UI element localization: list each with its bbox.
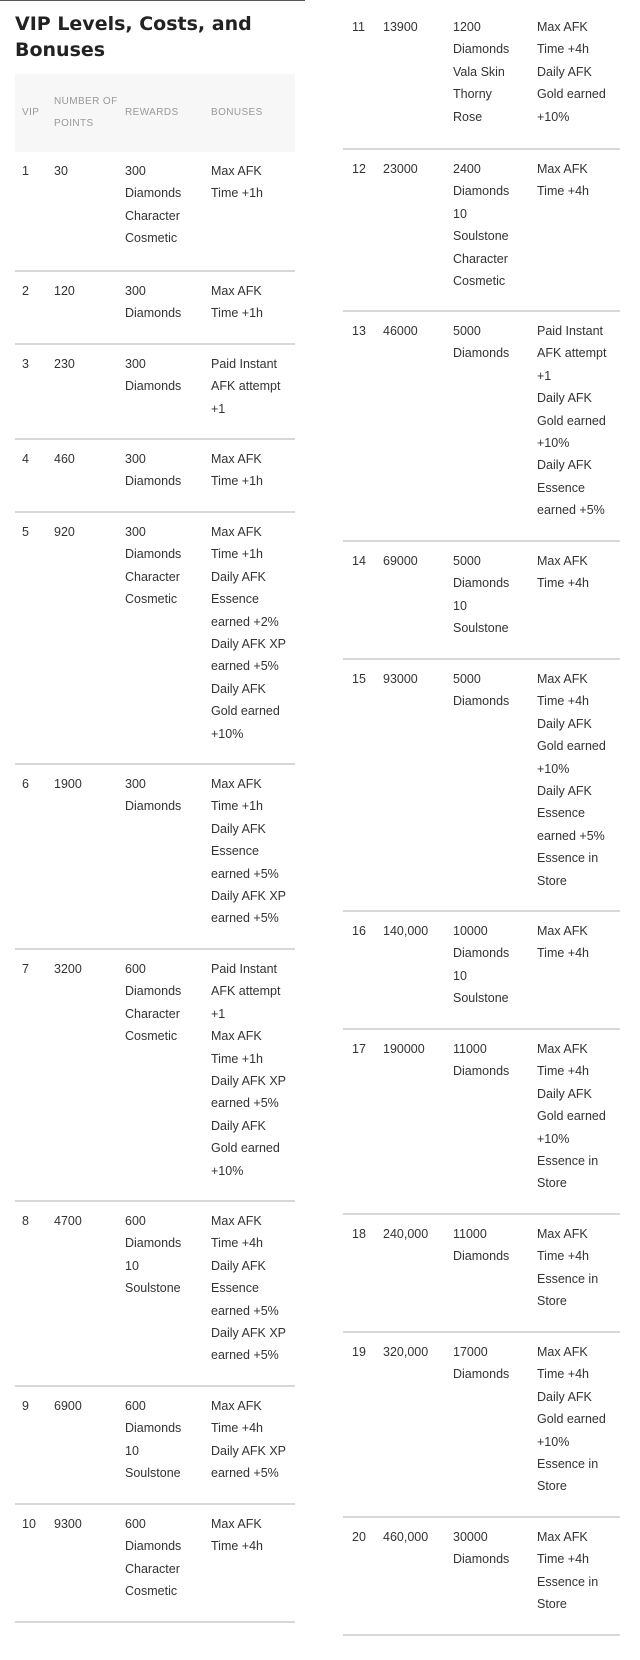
bonuses-line: Daily AFK XP (211, 1074, 287, 1089)
bonuses-line: Time +4h (211, 1236, 263, 1251)
bonuses-line: earned +5% (211, 1348, 279, 1363)
bonuses-line: Max AFK (211, 1029, 262, 1044)
rewards-line: 11000 (453, 1227, 487, 1241)
bonuses-line: Daily AFK (537, 716, 592, 731)
bonuses-line: +10% (537, 1131, 570, 1146)
rewards-line: Diamonds (125, 186, 182, 201)
bonuses-line: Daily AFK XP (211, 637, 287, 652)
bonuses-cell (537, 16, 606, 128)
points-cell: 30 (54, 164, 68, 178)
bonuses-line: Time +4h (211, 1421, 263, 1436)
bonuses-cell (211, 1210, 286, 1367)
bonuses-line: Daily AFK (211, 1258, 266, 1273)
bonuses-line: earned +5% (211, 659, 279, 674)
rewards-line: Diamonds (125, 1421, 182, 1436)
bonuses-cell (211, 353, 280, 420)
rewards-line: 300 (125, 452, 146, 466)
bonuses-line: Time +4h (537, 1064, 589, 1079)
rewards-line: 5000 (453, 554, 481, 568)
bonuses-line: Time +1h (211, 547, 263, 562)
rewards-line: Cosmetic (125, 231, 178, 246)
header-rewards: REWARDS (125, 107, 179, 118)
bonuses-line: Time +4h (537, 1552, 589, 1567)
vip-level-cell: 5 (22, 525, 29, 539)
bonuses-line: Daily AFK (211, 821, 266, 836)
bonuses-line: Max AFK (211, 1517, 262, 1531)
rewards-cell (125, 1513, 181, 1603)
bonuses-line: +10% (537, 109, 570, 124)
vip-level-cell: 7 (22, 962, 29, 976)
vip-level-cell: 20 (352, 1530, 366, 1544)
points-cell: 13900 (383, 20, 418, 34)
rewards-line: Diamonds (453, 694, 510, 709)
bonuses-line: Time +4h (211, 1539, 263, 1554)
rewards-line: 600 (125, 1517, 146, 1531)
rewards-line: Diamonds (453, 1552, 510, 1567)
bonuses-line: Max AFK (537, 1345, 588, 1359)
rewards-line: Cosmetic (453, 274, 506, 289)
bonuses-cell (537, 1526, 598, 1616)
bonuses-line: Max AFK (211, 284, 262, 298)
rewards-line: Soulstone (125, 1281, 181, 1296)
bonuses-line: earned +5% (211, 866, 279, 881)
rewards-line: 5000 (453, 672, 481, 686)
rewards-line: 300 (125, 164, 146, 178)
bonuses-line: Time +1h (211, 474, 263, 489)
rewards-line: Rose (453, 109, 483, 124)
bonuses-line: Store (537, 1597, 567, 1612)
bonuses-line: Time +1h (211, 1051, 263, 1066)
bonuses-line: Daily AFK (211, 569, 266, 584)
bonuses-line: Daily AFK (537, 458, 592, 473)
bonuses-line: Essence in (537, 1574, 599, 1589)
table-row (15, 272, 295, 345)
bonuses-line: Essence in (537, 1457, 599, 1472)
header-bonuses: BONUSES (211, 107, 263, 118)
vip-level-cell: 10 (22, 1517, 36, 1531)
points-cell: 190000 (383, 1042, 425, 1056)
rewards-line: 300 (125, 525, 146, 539)
bonuses-line: Time +4h (537, 1367, 589, 1382)
bonuses-line: Time +4h (537, 42, 589, 57)
rewards-cell (453, 16, 509, 128)
bonuses-line: AFK attempt (537, 346, 607, 361)
table-row (343, 542, 620, 660)
rewards-cell (125, 280, 181, 325)
rewards-line: Thorny (453, 87, 492, 102)
points-cell: 3200 (54, 962, 82, 976)
vip-level-cell: 17 (352, 1042, 366, 1056)
bonuses-line: Daily AFK (537, 64, 592, 79)
bonuses-line: earned +5% (211, 1303, 279, 1318)
bonuses-line: Daily AFK XP (211, 1326, 287, 1341)
table-row (343, 1333, 620, 1518)
bonuses-line: Time +1h (211, 186, 263, 201)
bonuses-line: Store (537, 1479, 567, 1494)
bonuses-line: Max AFK (211, 1214, 262, 1228)
rewards-line: Cosmetic (125, 592, 178, 607)
points-cell: 320,000 (383, 1345, 429, 1359)
rewards-line: 10 (453, 206, 467, 221)
rewards-line: Diamonds (125, 799, 182, 814)
bonuses-line: Paid Instant (211, 962, 278, 976)
rewards-line: Diamonds (453, 576, 510, 591)
bonuses-line: AFK attempt (211, 379, 281, 394)
bonuses-line: Paid Instant (537, 324, 604, 338)
vip-level-cell: 14 (352, 554, 366, 568)
vip-level-cell: 19 (352, 1345, 366, 1359)
bonuses-line: Essence (537, 806, 585, 821)
rewards-line: Cosmetic (125, 1029, 178, 1044)
points-cell: 9300 (54, 1517, 82, 1531)
rewards-cell (453, 668, 509, 713)
points-cell: 140,000 (383, 924, 429, 938)
bonuses-line: Daily AFK (211, 681, 266, 696)
rewards-line: 10 (453, 968, 467, 983)
rewards-line: Diamonds (453, 346, 510, 361)
bonuses-line: Max AFK (537, 1530, 588, 1544)
table-row (343, 1030, 620, 1215)
rewards-line: Soulstone (453, 621, 509, 636)
rewards-line: 11000 (453, 1042, 487, 1056)
bonuses-cell (537, 158, 589, 203)
rewards-line: 10 (125, 1443, 139, 1458)
table-header (15, 74, 295, 152)
bonuses-line: Paid Instant (211, 357, 278, 371)
bonuses-line: Daily AFK (537, 1086, 592, 1101)
rewards-line: 600 (125, 1399, 146, 1413)
bonuses-line: Max AFK (211, 164, 262, 178)
rewards-cell (453, 1223, 509, 1268)
bonuses-cell (537, 1341, 606, 1498)
table-row (15, 950, 295, 1202)
rewards-line: Diamonds (453, 1249, 510, 1264)
table-row (15, 152, 295, 272)
bonuses-cell (537, 920, 589, 965)
rewards-line: 300 (125, 777, 146, 791)
rewards-line: Diamonds (125, 474, 182, 489)
bonuses-line: Gold earned (211, 704, 280, 719)
bonuses-line: Gold earned (537, 413, 606, 428)
bonuses-line: Daily AFK (537, 784, 592, 799)
bonuses-line: AFK attempt (211, 984, 281, 999)
rewards-line: 30000 (453, 1530, 488, 1544)
bonuses-line: Time +4h (537, 576, 589, 591)
bonuses-cell (537, 1038, 606, 1195)
points-cell: 4700 (54, 1214, 82, 1228)
rewards-line: 600 (125, 962, 146, 976)
vip-level-cell: 9 (22, 1399, 29, 1413)
vip-level-cell: 12 (352, 162, 366, 176)
rewards-line: Diamonds (125, 306, 182, 321)
rewards-cell (453, 158, 509, 292)
bonuses-line: Time +4h (537, 946, 589, 961)
page-title: VIP Levels, Costs, and Bonuses (15, 13, 252, 61)
bonuses-line: Max AFK (537, 20, 588, 34)
bonuses-line: Time +1h (211, 306, 263, 321)
rewards-line: Diamonds (453, 1064, 510, 1079)
rewards-line: Character (125, 1006, 180, 1021)
rewards-line: Diamonds (453, 42, 510, 57)
points-cell: 93000 (383, 672, 418, 686)
rewards-line: Diamonds (125, 1236, 182, 1251)
bonuses-line: +1 (211, 401, 226, 416)
rewards-line: Soulstone (125, 1466, 181, 1481)
header-points: NUMBER OF POINTS (54, 96, 118, 129)
bonuses-line: Daily AFK XP (211, 889, 287, 904)
points-cell: 1900 (54, 777, 82, 791)
bonuses-line: Daily AFK (537, 1389, 592, 1404)
bonuses-cell (211, 448, 263, 493)
bonuses-cell (537, 550, 589, 595)
bonuses-cell (537, 1223, 598, 1313)
bonuses-line: Store (537, 873, 567, 888)
points-cell: 240,000 (383, 1227, 429, 1241)
vip-level-cell: 11 (352, 20, 365, 34)
bonuses-line: Essence in (537, 1271, 599, 1286)
table-row (15, 1505, 295, 1623)
points-cell: 46000 (383, 324, 418, 338)
bonuses-line: Time +4h (537, 694, 589, 709)
bonuses-line: Gold earned (537, 87, 606, 102)
table-row (15, 1202, 295, 1387)
bonuses-line: Essence (211, 1281, 259, 1296)
vip-level-cell: 15 (352, 672, 366, 686)
vip-level-cell: 16 (352, 924, 366, 938)
bonuses-line: Essence (211, 592, 259, 607)
rewards-line: Diamonds (453, 1367, 510, 1382)
rewards-line: 300 (125, 357, 146, 371)
rewards-line: Character (125, 208, 180, 223)
bonuses-line: Max AFK (537, 1042, 588, 1056)
bonuses-line: +10% (537, 436, 570, 451)
rewards-cell (125, 448, 181, 493)
bonuses-line: Max AFK (211, 452, 262, 466)
rewards-line: Diamonds (125, 1539, 182, 1554)
bonuses-line: Daily AFK XP (211, 1443, 287, 1458)
rewards-line: 10 (125, 1258, 139, 1273)
rewards-line: 5000 (453, 324, 481, 338)
bonuses-line: +10% (211, 1163, 244, 1178)
rewards-line: Diamonds (453, 946, 510, 961)
bonuses-line: +10% (537, 761, 570, 776)
bonuses-line: Max AFK (537, 1227, 588, 1241)
points-cell: 230 (54, 357, 75, 371)
bonuses-line: Time +4h (537, 184, 589, 199)
points-cell: 23000 (383, 162, 418, 176)
rewards-line: 600 (125, 1214, 146, 1228)
bonuses-line: Gold earned (537, 1412, 606, 1427)
bonuses-line: Gold earned (211, 1141, 280, 1156)
rewards-line: Character (125, 569, 180, 584)
rewards-line: Diamonds (125, 379, 182, 394)
table-row (343, 1518, 620, 1636)
points-cell: 460,000 (383, 1530, 429, 1544)
rewards-line: Diamonds (125, 984, 182, 999)
rewards-cell (453, 320, 509, 365)
table-row (343, 660, 620, 912)
bonuses-line: +1 (537, 368, 552, 383)
bonuses-line: earned +5% (211, 1096, 279, 1111)
rewards-cell (125, 160, 181, 250)
bonuses-line: Store (537, 1294, 567, 1309)
bonuses-line: Max AFK (537, 162, 588, 176)
bonuses-line: Max AFK (537, 554, 588, 568)
bonuses-line: Essence in (537, 1154, 599, 1169)
vip-level-cell: 3 (22, 357, 29, 371)
rewards-line: 17000 (453, 1345, 488, 1359)
rewards-line: Cosmetic (125, 1584, 178, 1599)
bonuses-line: earned +5% (211, 1466, 279, 1481)
points-cell: 120 (54, 284, 75, 298)
bonuses-line: Max AFK (211, 1399, 262, 1413)
rewards-cell (453, 920, 509, 1010)
bonuses-line: +10% (537, 1434, 570, 1449)
rewards-cell (453, 1526, 509, 1571)
bonuses-cell (211, 280, 263, 325)
vip-level-cell: 6 (22, 777, 29, 791)
vip-level-cell: 18 (352, 1227, 366, 1241)
table-row (15, 345, 295, 440)
rewards-cell (125, 1395, 181, 1485)
rewards-cell (125, 521, 181, 611)
bonuses-line: Gold earned (537, 739, 606, 754)
table-row (15, 1387, 295, 1505)
vip-level-cell: 1 (22, 164, 29, 178)
top-rule (0, 0, 305, 1)
table-row (343, 312, 620, 542)
bonuses-cell (211, 521, 286, 745)
rewards-line: Soulstone (453, 229, 509, 244)
vip-level-cell: 13 (352, 324, 366, 338)
rewards-line: 10000 (453, 924, 488, 938)
bonuses-line: Essence (537, 480, 585, 495)
rewards-cell (453, 1341, 509, 1386)
bonuses-line: +1 (211, 1006, 226, 1021)
bonuses-line: Essence in (537, 851, 599, 866)
table-row (343, 912, 620, 1030)
rewards-cell (453, 1038, 509, 1083)
rewards-cell (125, 773, 181, 818)
rewards-line: Character (453, 251, 508, 266)
rewards-line: Character (125, 1561, 180, 1576)
bonuses-line: Daily AFK (211, 1118, 266, 1133)
rewards-cell (453, 550, 509, 640)
bonuses-line: Store (537, 1176, 567, 1191)
rewards-line: Diamonds (453, 184, 510, 199)
bonuses-cell (211, 160, 263, 205)
bonuses-cell (537, 320, 606, 522)
bonuses-line: +10% (211, 726, 244, 741)
bonuses-line: Time +4h (537, 1249, 589, 1264)
table-row (343, 150, 620, 312)
vip-level-cell: 8 (22, 1214, 29, 1228)
rewards-line: Vala Skin (453, 64, 505, 79)
rewards-line: 300 (125, 284, 146, 298)
rewards-line: 2400 (453, 162, 481, 176)
points-cell: 6900 (54, 1399, 82, 1413)
header-vip: VIP (22, 107, 40, 118)
vip-level-cell: 2 (22, 284, 29, 298)
bonuses-line: Gold earned (537, 1109, 606, 1124)
bonuses-cell (211, 958, 286, 1182)
bonuses-line: earned +5% (537, 503, 605, 518)
bonuses-line: Max AFK (537, 672, 588, 686)
bonuses-line: Time +1h (211, 799, 263, 814)
rewards-line: 10 (453, 598, 467, 613)
rewards-line: Soulstone (453, 991, 509, 1006)
rewards-cell (125, 353, 181, 398)
points-cell: 920 (54, 525, 75, 539)
bonuses-cell (211, 1395, 286, 1485)
bonuses-line: earned +2% (211, 614, 279, 629)
rewards-line: Diamonds (125, 547, 182, 562)
points-cell: 69000 (383, 554, 418, 568)
rewards-cell (125, 1210, 181, 1300)
table-row (343, 8, 620, 150)
bonuses-line: earned +5% (211, 911, 279, 926)
bonuses-cell (211, 1513, 263, 1558)
rewards-line: 1200 (453, 20, 481, 34)
bonuses-cell (211, 773, 286, 930)
bonuses-line: Max AFK (211, 525, 262, 539)
table-row (15, 513, 295, 765)
table-row (343, 1215, 620, 1333)
bonuses-line: Daily AFK (537, 391, 592, 406)
bonuses-line: Max AFK (537, 924, 588, 938)
bonuses-line: Essence (211, 844, 259, 859)
vip-level-cell: 4 (22, 452, 29, 466)
bonuses-line: earned +5% (537, 828, 605, 843)
bonuses-cell (537, 668, 606, 892)
rewards-cell (125, 958, 181, 1048)
table-row (15, 765, 295, 950)
bonuses-line: Max AFK (211, 777, 262, 791)
table-row (15, 440, 295, 513)
points-cell: 460 (54, 452, 75, 466)
